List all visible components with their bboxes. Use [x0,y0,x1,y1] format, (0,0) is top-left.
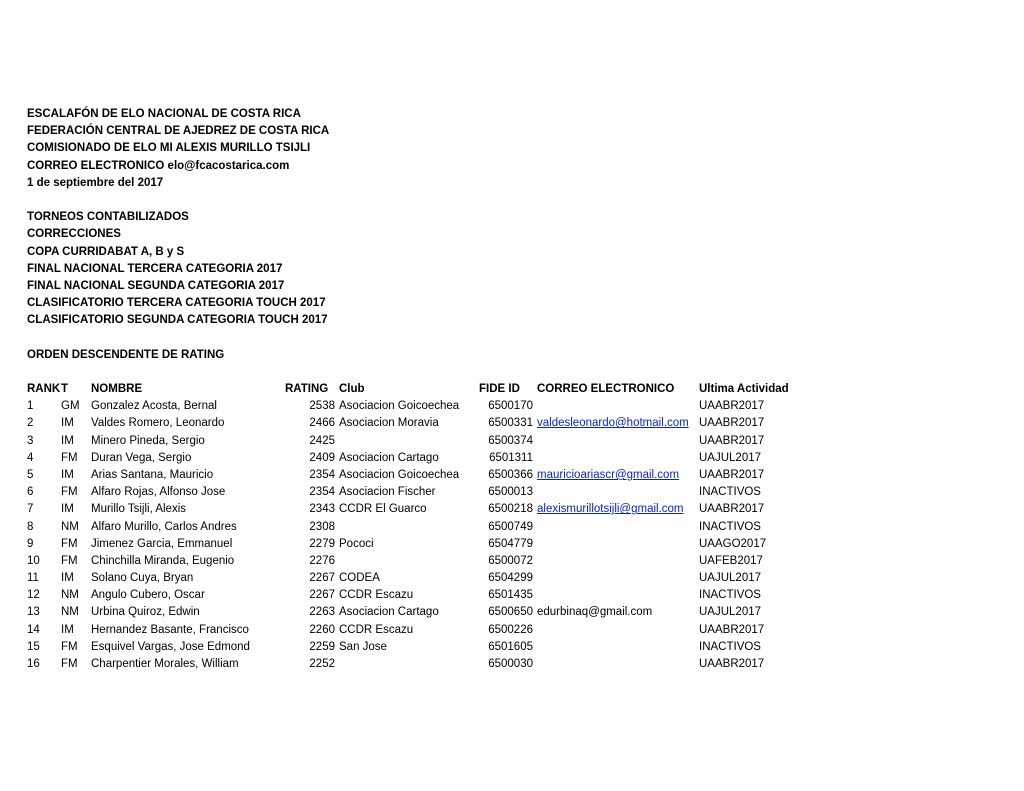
last-activity: UAFEB2017 [699,554,763,567]
header-federation: FEDERACIÓN CENTRAL DE AJEDREZ DE COSTA RICA [27,125,330,138]
email-link[interactable]: mauricioariascr@gmail.com [537,468,680,481]
rating-value: 2343 [309,503,335,516]
rank-cell: 8 [27,520,34,533]
fide-id: 6504299 [488,572,533,585]
club-name: Asociacion Goicoechea [339,400,460,413]
fide-id: 6500072 [488,554,533,567]
club-name: Asociacion Cartago [339,451,439,464]
rating-value: 2279 [309,537,335,550]
torneo-item: CLASIFICATORIO TERCERA CATEGORIA TOUCH 2017 [27,297,326,310]
club-name: CCDR Escazu [339,589,414,602]
title-cell: IM [61,623,74,636]
fide-id: 6500749 [488,520,533,533]
rank-cell: 3 [27,434,34,447]
header-email: CORREO ELECTRONICO elo@fcacostarica.com [27,159,290,172]
rank-cell: 16 [27,658,40,670]
rating-value: 2466 [309,417,335,430]
header-fide-id: FIDE ID [479,383,520,395]
table-row [27,570,827,587]
fide-id: 6500331 [488,417,533,430]
table-row [27,604,827,621]
rating-table [27,381,827,673]
club-name: Asociacion Moravia [339,417,439,430]
torneo-item: CORRECCIONES [27,228,121,241]
player-name: Duran Vega, Sergio [91,451,192,464]
last-activity: UAJUL2017 [699,451,762,464]
title-cell: NM [61,606,79,619]
last-activity: UAABR2017 [699,503,765,516]
rating-value: 2267 [309,572,335,585]
club-name: San Jose [339,640,387,653]
rating-value: 2354 [309,486,335,499]
player-name: Solano Cuya, Bryan [91,572,194,585]
table-row [27,484,827,501]
torneo-item: CLASIFICATORIO SEGUNDA CATEGORIA TOUCH 2017 [27,314,328,327]
torneo-item: FINAL NACIONAL SEGUNDA CATEGORIA 2017 [27,279,285,292]
rank-cell: 14 [27,623,40,636]
header-commissioner: COMISIONADO DE ELO MI ALEXIS MURILLO TSIJLI [27,142,311,155]
player-name: Alfaro Rojas, Alfonso Jose [91,486,226,499]
player-name: Murillo Tsijli, Alexis [91,503,187,516]
rank-cell: 15 [27,640,40,653]
rating-value: 2260 [309,623,335,636]
club-name: Asociacion Cartago [339,606,439,619]
table-row [27,536,827,553]
player-name: Urbina Quiroz, Edwin [91,606,200,619]
header-last-activity: Ultima Actividad [699,383,789,395]
fide-id: 6504779 [488,537,533,550]
fide-id: 6501605 [488,640,533,653]
title-cell: FM [61,451,78,464]
player-name: Angulo Cubero, Oscar [91,589,205,602]
player-name: Hernandez Basante, Francisco [91,623,249,636]
spacer [27,192,527,209]
table-row [27,656,827,673]
table-row [27,433,827,450]
title-cell: NM [61,589,79,602]
player-name: Chinchilla Miranda, Eugenio [91,554,235,567]
table-row [27,519,827,536]
table-row [27,553,827,570]
last-activity: UAAGO2017 [699,537,767,550]
club-name: Asociacion Goicoechea [339,468,460,481]
email-link[interactable]: alexismurillotsijli@gmail.com [537,503,684,516]
table-row [27,622,827,639]
orden-heading: ORDEN DESCENDENTE DE RATING [27,348,225,361]
rating-value: 2354 [309,468,335,481]
fide-id: 6500218 [488,503,533,516]
fide-id: 6500366 [488,468,533,481]
title-cell: IM [61,572,74,585]
title-cell: IM [61,468,74,481]
table-row [27,467,827,484]
email-address: edurbinaq@gmail.com [537,606,653,619]
torneos-heading: TORNEOS CONTABILIZADOS [27,211,189,224]
rating-value: 2259 [309,640,335,653]
rating-value: 2425 [309,434,335,447]
player-name: Gonzalez Acosta, Bernal [91,400,217,413]
last-activity: INACTIVOS [699,589,761,602]
rating-value: 2267 [309,589,335,602]
last-activity: UAJUL2017 [699,572,762,585]
title-cell: FM [61,658,78,670]
club-name: CODEA [339,572,380,585]
fide-id: 6500226 [488,623,533,636]
club-name: Asociacion Fischer [339,486,436,499]
email-link[interactable]: valdesleonardo@hotmail.com [537,417,689,430]
title-cell: IM [61,503,74,516]
rating-value: 2263 [309,606,335,619]
rating-value: 2538 [309,400,335,413]
table-row [27,587,827,604]
rating-value: 2308 [309,520,335,533]
title-cell: FM [61,554,78,567]
last-activity: INACTIVOS [699,640,761,653]
rank-cell: 10 [27,554,40,567]
title-cell: GM [61,400,80,413]
player-name: Esquivel Vargas, Jose Edmond [91,640,250,653]
fide-id: 6500650 [488,606,533,619]
club-name: CCDR El Guarco [339,503,427,516]
last-activity: UAABR2017 [699,434,765,447]
rank-cell: 6 [27,486,34,499]
rank-cell: 12 [27,589,40,602]
header-rank: RANK [27,383,61,395]
player-name: Minero Pineda, Sergio [91,434,205,447]
table-row [27,450,827,467]
title-cell: IM [61,434,74,447]
rating-value: 2252 [309,658,335,670]
rank-cell: 4 [27,451,34,464]
rank-cell: 7 [27,503,34,516]
rank-cell: 1 [27,400,34,413]
header-title: ESCALAFÓN DE ELO NACIONAL DE COSTA RICA [27,108,301,120]
rank-cell: 2 [27,417,34,430]
fide-id: 6500374 [488,434,533,447]
last-activity: INACTIVOS [699,520,761,533]
table-row [27,639,827,656]
fide-id: 6500030 [488,658,533,670]
player-name: Alfaro Murillo, Carlos Andres [91,520,237,533]
table-header-row [27,381,827,398]
club-name: Pococi [339,537,374,550]
last-activity: UAABR2017 [699,658,765,670]
fide-id: 6501435 [488,589,533,602]
header-title-type: T [61,383,69,395]
player-name: Arias Santana, Mauricio [91,468,214,481]
rank-cell: 11 [27,572,39,585]
title-cell: FM [61,486,78,499]
document-header [27,106,527,364]
rating-value: 2276 [309,554,335,567]
table-row [27,398,827,415]
last-activity: UAJUL2017 [699,606,762,619]
last-activity: UAABR2017 [699,623,765,636]
rating-value: 2409 [309,451,335,464]
header-name: NOMBRE [91,383,143,395]
last-activity: UAABR2017 [699,417,765,430]
player-name: Jimenez Garcia, Emmanuel [91,537,233,550]
title-cell: FM [61,537,78,550]
player-name: Charpentier Morales, William [91,658,239,670]
rank-cell: 5 [27,468,34,481]
fide-id: 6500170 [488,400,533,413]
title-cell: IM [61,417,74,430]
fide-id: 6500013 [488,486,533,499]
fide-id: 6501311 [489,451,533,464]
torneo-item: COPA CURRIDABAT A, B y S [27,245,185,258]
rank-cell: 9 [27,537,34,550]
player-name: Valdes Romero, Leonardo [91,417,225,430]
rank-cell: 13 [27,606,40,619]
title-cell: NM [61,520,79,533]
table-row [27,415,827,432]
spacer [27,329,527,346]
header-date: 1 de septiembre del 2017 [27,176,164,189]
club-name: CCDR Escazu [339,623,414,636]
header-rating: RATING [285,383,329,395]
torneo-item: FINAL NACIONAL TERCERA CATEGORIA 2017 [27,262,283,275]
last-activity: UAABR2017 [699,400,765,413]
header-club: Club [339,383,365,395]
last-activity: INACTIVOS [699,486,761,499]
title-cell: FM [61,640,78,653]
table-row [27,501,827,518]
header-email: CORREO ELECTRONICO [537,383,675,395]
last-activity: UAABR2017 [699,468,765,481]
